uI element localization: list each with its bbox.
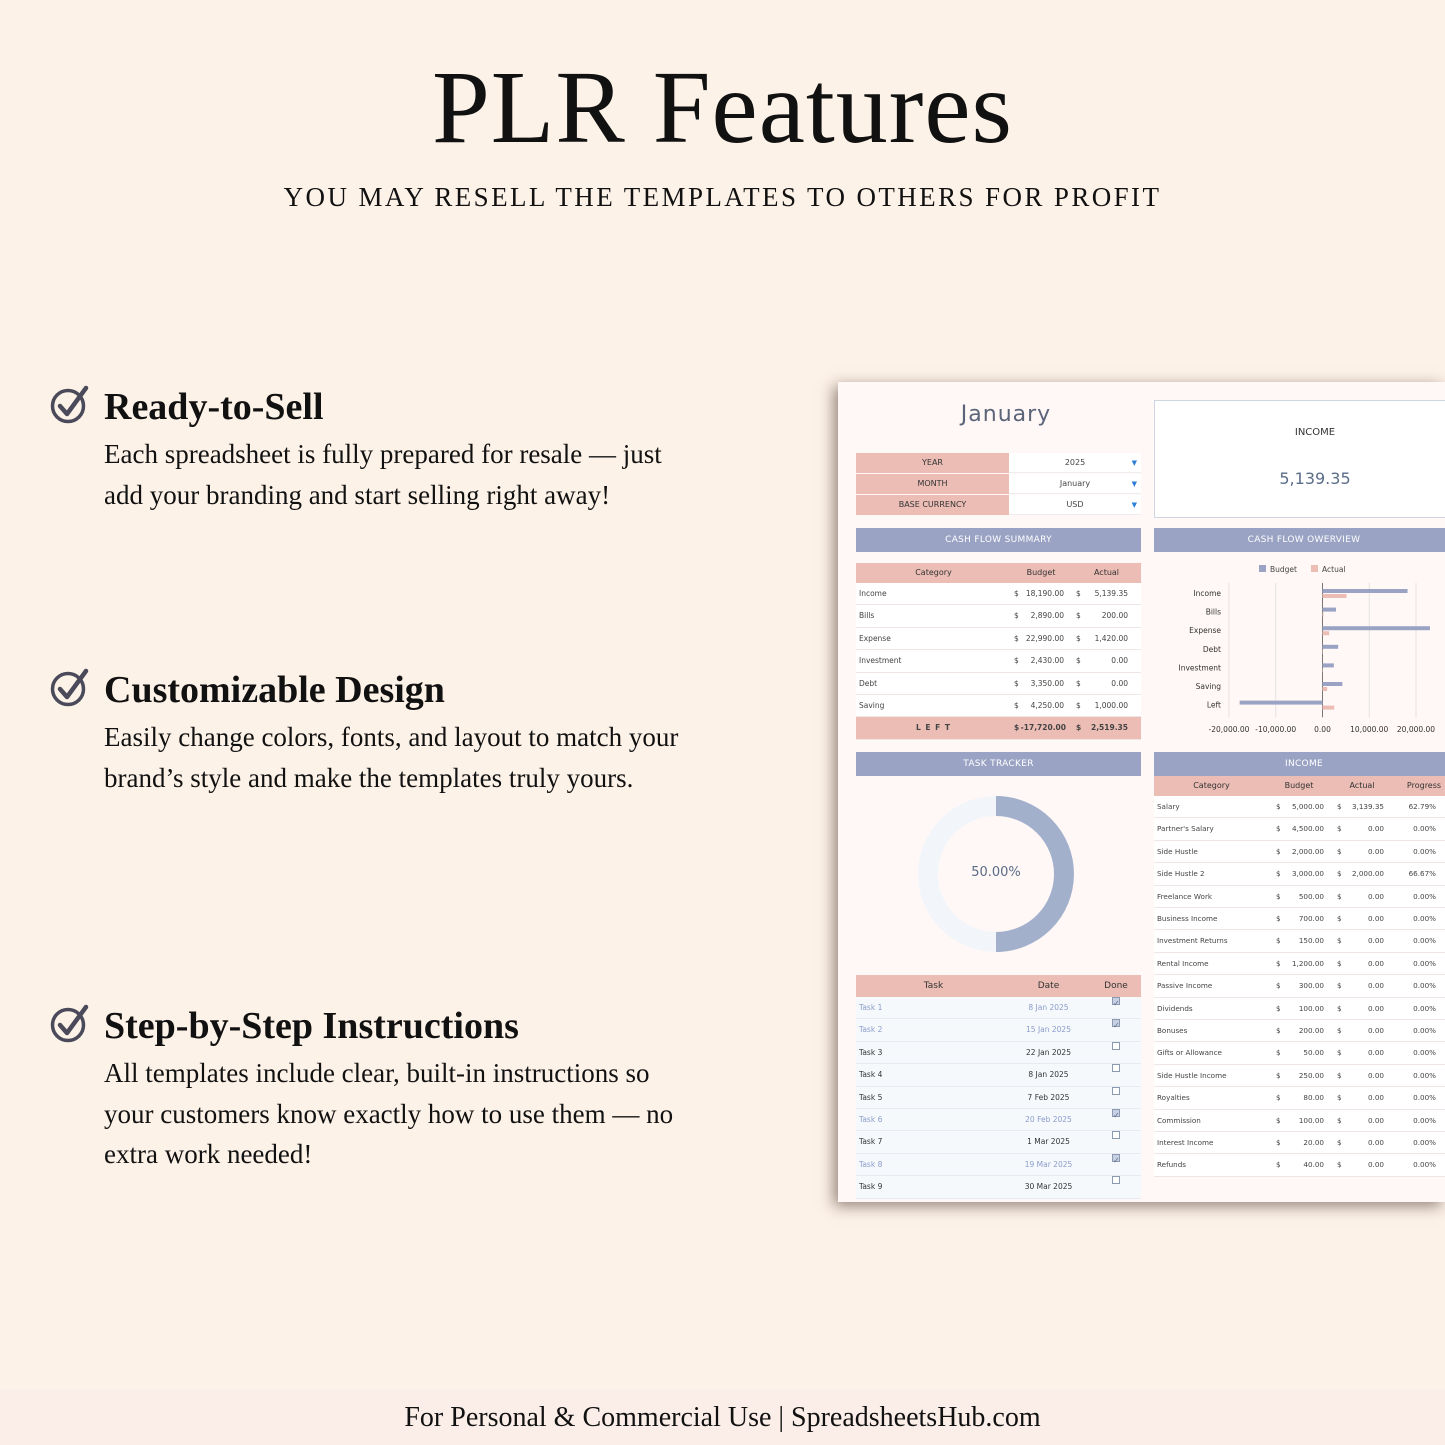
actual-bar: [1323, 594, 1347, 598]
currency-symbol: $: [1076, 611, 1081, 621]
dropdown-arrow-icon[interactable]: ▼: [1131, 480, 1137, 488]
done-checkbox[interactable]: [1112, 997, 1120, 1005]
currency-symbol: $: [1276, 981, 1281, 991]
row-actual: 0.00: [1367, 846, 1384, 856]
row-category: Rental Income: [1157, 958, 1209, 968]
income-table-body: [1154, 796, 1445, 1196]
budget-bar: [1323, 645, 1339, 649]
legend-label: Budget: [1270, 565, 1297, 574]
x-tick-label: -20,000.00: [1208, 725, 1250, 735]
row-actual: 1,000.00: [1094, 701, 1128, 710]
feature-heading: Customizable Design: [104, 669, 445, 711]
currency-symbol: $: [1276, 914, 1281, 923]
task-tracker-header: TASK TRACKER: [856, 752, 1141, 776]
row-progress: 0.00%: [1413, 1070, 1436, 1080]
setting-key: YEAR: [856, 453, 1009, 473]
row-budget: -17,720.00: [1020, 723, 1066, 733]
currency-symbol: $: [1014, 678, 1019, 688]
column-header: Budget: [1284, 781, 1314, 790]
x-tick-label: 0.00: [1314, 725, 1331, 735]
table-row: [1154, 796, 1445, 818]
y-category-label: Left: [1206, 700, 1221, 710]
table-row: [1154, 930, 1445, 952]
row-progress: 0.00%: [1413, 1115, 1436, 1125]
table-row: [1154, 953, 1445, 975]
column-header: Progress: [1406, 781, 1442, 790]
year-select[interactable]: [1009, 453, 1141, 473]
task-table-body: [856, 997, 1141, 1202]
row-progress: 0.00%: [1413, 824, 1436, 834]
row-actual: 0.00: [1367, 936, 1384, 946]
currency-symbol: $: [1014, 701, 1019, 710]
row-progress: 0.00%: [1413, 981, 1436, 991]
row-actual: 0.00: [1367, 1138, 1384, 1147]
task-row: [856, 1087, 1141, 1109]
row-budget: 100.00: [1298, 1003, 1324, 1013]
feature-ready-to-sell: [50, 384, 700, 515]
legend-label: Actual: [1322, 565, 1346, 574]
row-actual: 0.00: [1367, 1026, 1384, 1035]
currency-symbol: $: [1276, 846, 1281, 856]
actual-bar: [1323, 668, 1324, 672]
row-category: Freelance Work: [1157, 891, 1213, 901]
task-table-header: [856, 975, 1141, 997]
income-card-label: INCOME: [1294, 427, 1336, 438]
legend-swatch: [1311, 565, 1318, 572]
month-select[interactable]: [1009, 474, 1141, 494]
currency-symbol: $: [1337, 958, 1342, 968]
row-actual: 0.00: [1367, 891, 1384, 901]
row-category: Dividends: [1157, 1003, 1193, 1013]
done-checkbox[interactable]: [1112, 1176, 1120, 1184]
task-row: [856, 1019, 1141, 1041]
row-budget: 3,350.00: [1030, 678, 1064, 688]
task-date: 30 Mar 2025: [1024, 1182, 1073, 1192]
row-category: Debt: [859, 678, 878, 688]
row-progress: 0.00%: [1413, 1160, 1436, 1170]
row-budget: 100.00: [1298, 1115, 1324, 1125]
check-circle-icon: [50, 667, 90, 707]
row-budget: 500.00: [1298, 891, 1324, 901]
year-setting: [856, 453, 1141, 474]
row-category: Business Income: [1157, 914, 1218, 923]
task-name: Task 6: [859, 1115, 883, 1124]
actual-bar: [1323, 613, 1324, 617]
setting-key: MONTH: [856, 474, 1009, 494]
row-actual: 0.00: [1367, 914, 1384, 923]
table-row: [1154, 863, 1445, 885]
column-header: Actual: [1349, 781, 1375, 790]
row-actual: 0.00: [1367, 1003, 1384, 1013]
total-row: [856, 717, 1141, 739]
cash-flow-table-header: [856, 563, 1141, 583]
done-checkbox[interactable]: [1112, 1154, 1120, 1162]
table-row: [856, 673, 1141, 695]
currency-symbol: $: [1337, 936, 1342, 946]
currency-symbol: $: [1337, 1003, 1342, 1013]
row-progress: 0.00%: [1413, 1048, 1436, 1058]
row-budget: 3,000.00: [1291, 869, 1324, 879]
currency-symbol: $: [1014, 611, 1019, 621]
currency-symbol: $: [1076, 723, 1083, 733]
row-category: Investment Returns: [1157, 936, 1228, 946]
task-date: 1 Mar 2025: [1027, 1137, 1070, 1147]
row-category: Side Hustle: [1157, 846, 1198, 856]
row-budget: 80.00: [1303, 1093, 1324, 1103]
row-budget: 300.00: [1298, 981, 1324, 991]
task-row: [856, 1109, 1141, 1131]
row-category: Royalties: [1157, 1093, 1190, 1103]
row-budget: 2,430.00: [1030, 656, 1064, 666]
table-row: [1154, 1154, 1445, 1176]
currency-select[interactable]: [1009, 495, 1141, 515]
currency-setting: [856, 495, 1141, 516]
currency-symbol: $: [1076, 656, 1081, 666]
currency-symbol: $: [1337, 824, 1342, 834]
table-row: [856, 628, 1141, 650]
currency-symbol: $: [1276, 869, 1281, 879]
feature-text: Easily change colors, fonts, and layout to match your brand’s style and make the templates truly yours.: [104, 722, 679, 793]
row-actual: 0.00: [1111, 678, 1128, 688]
row-category: Income: [859, 589, 887, 598]
row-budget: 2,000.00: [1291, 846, 1324, 856]
task-name: Task 8: [859, 1159, 883, 1169]
table-row: [1154, 975, 1445, 997]
month-setting: [856, 474, 1141, 495]
column-header: Task: [923, 981, 944, 991]
y-category-label: Investment: [1178, 663, 1221, 673]
dropdown-arrow-icon[interactable]: ▼: [1131, 501, 1137, 509]
task-progress-label: 50.00%: [971, 865, 1021, 880]
x-tick-label: 10,000.00: [1350, 725, 1389, 735]
row-actual: 200.00: [1101, 611, 1128, 621]
row-actual: 0.00: [1367, 1160, 1384, 1170]
row-category: Gifts or Allowance: [1157, 1048, 1222, 1058]
currency-symbol: $: [1337, 891, 1342, 901]
column-header: Date: [1037, 981, 1060, 991]
feature-customizable-design: [50, 667, 700, 798]
row-budget: 22,990.00: [1025, 633, 1064, 643]
actual-bar: [1323, 650, 1324, 654]
column-header: Done: [1104, 981, 1128, 991]
row-category: Partner's Salary: [1157, 824, 1214, 834]
row-actual: 0.00: [1367, 1093, 1384, 1103]
cash-flow-chart: [1154, 557, 1445, 737]
row-actual: 0.00: [1367, 1115, 1384, 1125]
currency-symbol: $: [1337, 1138, 1342, 1147]
currency-symbol: $: [1337, 1048, 1342, 1058]
row-category: Salary: [1157, 802, 1180, 811]
currency-symbol: $: [1337, 1115, 1342, 1125]
task-date: 19 Mar 2025: [1024, 1159, 1073, 1169]
task-name: Task 5: [859, 1092, 883, 1102]
row-budget: 200.00: [1298, 1026, 1324, 1035]
y-category-label: Expense: [1189, 626, 1221, 636]
feature-text: Each spreadsheet is fully prepared for resale — just add your branding and start selling right away!: [104, 439, 662, 510]
page-title: PLR Features: [431, 50, 1014, 165]
row-progress: 0.00%: [1413, 936, 1436, 946]
currency-symbol: $: [1076, 678, 1081, 688]
done-checkbox[interactable]: [1112, 1131, 1120, 1139]
legend-swatch: [1259, 565, 1266, 572]
table-row: [856, 583, 1141, 605]
currency-symbol: $: [1337, 1160, 1342, 1170]
row-actual: 0.00: [1367, 981, 1384, 991]
y-category-label: Saving: [1195, 682, 1221, 691]
currency-symbol: $: [1014, 723, 1021, 733]
budget-bar: [1323, 682, 1343, 686]
income-table-header: INCOME: [1154, 752, 1445, 776]
row-actual: 1,420.00: [1094, 633, 1128, 643]
row-category: Passive Income: [1157, 981, 1213, 991]
currency-symbol: $: [1076, 633, 1081, 643]
row-actual: 5,139.35: [1094, 589, 1128, 598]
feature-heading: Ready-to-Sell: [104, 386, 324, 428]
row-budget: 1,200.00: [1291, 958, 1324, 968]
row-budget: 4,250.00: [1030, 701, 1064, 710]
currency-symbol: $: [1276, 958, 1281, 968]
row-category: Interest Income: [1157, 1138, 1214, 1147]
row-category: Refunds: [1157, 1160, 1187, 1170]
column-header: Category: [1193, 781, 1230, 790]
row-actual: 0.00: [1367, 1048, 1384, 1058]
setting-value: 2025: [1064, 458, 1086, 467]
setting-value: January: [1059, 479, 1091, 488]
task-row: [856, 997, 1141, 1019]
row-category: Side Hustle 2: [1157, 869, 1205, 879]
done-checkbox[interactable]: [1112, 1064, 1120, 1072]
cash-flow-summary-header: CASH FLOW SUMMARY: [856, 528, 1141, 552]
actual-bar: [1323, 706, 1335, 710]
feature-step-by-step: [50, 1003, 700, 1175]
currency-symbol: $: [1337, 914, 1342, 923]
row-category: L E F T: [916, 723, 951, 733]
budget-bar: [1323, 663, 1334, 667]
currency-symbol: $: [1276, 936, 1281, 946]
currency-symbol: $: [1337, 981, 1342, 991]
currency-symbol: $: [1276, 891, 1281, 901]
currency-symbol: $: [1014, 633, 1019, 643]
budget-bar: [1323, 608, 1337, 612]
month-title: January: [960, 402, 1052, 427]
feature-heading: Step-by-Step Instructions: [104, 1005, 519, 1047]
row-actual: 0.00: [1367, 824, 1384, 834]
x-tick-label: -10,000.00: [1255, 725, 1297, 735]
income-column-headers: [1154, 776, 1445, 796]
column-header: Category: [915, 568, 952, 577]
footer: For Personal & Commercial Use | SpreadsheetsHub.com: [0, 1390, 1445, 1445]
currency-symbol: $: [1276, 1160, 1281, 1170]
setting-key: BASE CURRENCY: [856, 495, 1009, 515]
column-header: Budget: [1026, 568, 1056, 577]
row-budget: 18,190.00: [1025, 589, 1064, 598]
task-date: 8 Jan 2025: [1028, 1003, 1069, 1012]
page-subtitle: YOU MAY RESELL THE TEMPLATES TO OTHERS FOR PROFIT: [283, 182, 1162, 212]
currency-symbol: $: [1276, 1003, 1281, 1013]
currency-symbol: $: [1014, 656, 1019, 666]
y-category-label: Bills: [1205, 607, 1221, 617]
currency-symbol: $: [1337, 1026, 1342, 1035]
currency-symbol: $: [1076, 701, 1081, 710]
row-progress: 0.00%: [1413, 1003, 1436, 1013]
task-date: 8 Jan 2025: [1028, 1070, 1069, 1080]
row-category: Saving: [859, 701, 885, 710]
currency-symbol: $: [1276, 802, 1281, 811]
row-progress: 0.00%: [1413, 1093, 1436, 1103]
table-row: [1154, 908, 1445, 930]
task-name: Task 3: [859, 1047, 883, 1057]
row-progress: 0.00%: [1413, 891, 1436, 901]
done-checkbox[interactable]: [1112, 1109, 1120, 1117]
row-category: Bonuses: [1157, 1026, 1188, 1035]
currency-symbol: $: [1276, 1115, 1281, 1125]
budget-bar: [1240, 701, 1323, 705]
actual-bar: [1323, 687, 1328, 691]
table-row: [856, 605, 1141, 627]
row-progress: 66.67%: [1408, 869, 1436, 879]
currency-symbol: $: [1337, 869, 1342, 879]
income-card-value: 5,139.35: [1279, 469, 1351, 488]
table-row: [1154, 1132, 1445, 1154]
task-name: Task 1: [859, 1003, 883, 1012]
row-actual: 2,519.35: [1090, 723, 1128, 733]
row-budget: 250.00: [1298, 1070, 1324, 1080]
row-actual: 0.00: [1367, 1070, 1384, 1080]
task-date: 15 Jan 2025: [1026, 1025, 1071, 1035]
row-category: Commission: [1157, 1115, 1201, 1125]
currency-symbol: $: [1276, 1138, 1281, 1147]
currency-symbol: $: [1014, 589, 1019, 598]
currency-symbol: $: [1276, 1093, 1281, 1103]
task-date: 7 Feb 2025: [1027, 1092, 1070, 1102]
currency-symbol: $: [1337, 1070, 1342, 1080]
row-progress: 62.79%: [1408, 802, 1436, 811]
table-row: [1154, 886, 1445, 908]
x-tick-label: 20,000.00: [1396, 725, 1436, 735]
row-budget: 40.00: [1303, 1160, 1324, 1170]
table-row: [1154, 841, 1445, 863]
actual-bar: [1323, 631, 1330, 635]
row-budget: 2,890.00: [1030, 611, 1064, 621]
currency-symbol: $: [1276, 1048, 1281, 1058]
task-name: Task 2: [859, 1025, 883, 1035]
currency-symbol: $: [1276, 1070, 1281, 1080]
table-row: [1154, 1065, 1445, 1087]
done-checkbox[interactable]: [1112, 1019, 1120, 1027]
budget-bar: [1323, 626, 1430, 630]
row-progress: 0.00%: [1413, 1026, 1436, 1035]
row-actual: 3,139.35: [1351, 802, 1384, 811]
task-row: [856, 1064, 1141, 1086]
currency-symbol: $: [1337, 802, 1342, 811]
table-row: [1154, 998, 1445, 1020]
row-progress: 0.00%: [1413, 1138, 1436, 1147]
table-row: [856, 695, 1141, 717]
row-budget: 150.00: [1298, 936, 1324, 946]
currency-symbol: $: [1337, 846, 1342, 856]
task-date: 22 Jan 2025: [1026, 1047, 1071, 1057]
task-row: [856, 1042, 1141, 1064]
income-card: [1154, 400, 1445, 518]
task-name: Task 9: [859, 1182, 883, 1192]
row-budget: 50.00: [1303, 1048, 1324, 1058]
table-row: [1154, 1042, 1445, 1064]
currency-symbol: $: [1276, 824, 1281, 834]
table-row: [856, 650, 1141, 672]
row-actual: 0.00: [1367, 958, 1384, 968]
currency-symbol: $: [1276, 1026, 1281, 1035]
row-actual: 2,000.00: [1351, 869, 1384, 879]
currency-symbol: $: [1337, 1093, 1342, 1103]
task-row: [856, 1131, 1141, 1153]
check-circle-icon: [50, 384, 90, 424]
row-category: Side Hustle Income: [1157, 1070, 1227, 1080]
y-category-label: Debt: [1202, 644, 1221, 654]
row-budget: 4,500.00: [1291, 824, 1324, 834]
check-circle-icon: [50, 1003, 90, 1043]
row-budget: 700.00: [1298, 914, 1324, 923]
done-checkbox[interactable]: [1112, 1087, 1120, 1095]
table-row: [1154, 1087, 1445, 1109]
dropdown-arrow-icon[interactable]: ▼: [1131, 459, 1137, 467]
row-progress: 0.00%: [1413, 846, 1436, 856]
table-row: [1154, 1020, 1445, 1042]
table-row: [1154, 818, 1445, 840]
table-row: [1154, 1110, 1445, 1132]
column-header: Actual: [1093, 568, 1120, 577]
done-checkbox[interactable]: [1112, 1042, 1120, 1050]
task-row: [856, 1154, 1141, 1176]
budget-bar: [1323, 589, 1408, 593]
spreadsheet-preview: [838, 382, 1445, 1202]
row-budget: 20.00: [1303, 1138, 1324, 1147]
row-budget: 5,000.00: [1291, 802, 1324, 811]
task-date: 20 Feb 2025: [1025, 1115, 1072, 1124]
task-name: Task 7: [859, 1137, 883, 1147]
row-category: Investment: [859, 656, 902, 666]
feature-text: All templates include clear, built-in instructions so your customers know exactly how to use them — no extra work needed!: [104, 1058, 674, 1169]
row-actual: 0.00: [1111, 656, 1128, 666]
row-category: Expense: [859, 633, 891, 643]
row-category: Bills: [859, 611, 875, 621]
setting-value: USD: [1066, 500, 1084, 509]
cash-flow-overview-header: CASH FLOW OWERVIEW: [1154, 528, 1445, 552]
y-category-label: Income: [1193, 589, 1221, 598]
row-progress: 0.00%: [1413, 914, 1436, 923]
task-name: Task 4: [859, 1070, 883, 1080]
currency-symbol: $: [1076, 589, 1081, 598]
task-row: [856, 1176, 1141, 1198]
row-progress: 0.00%: [1413, 958, 1436, 968]
